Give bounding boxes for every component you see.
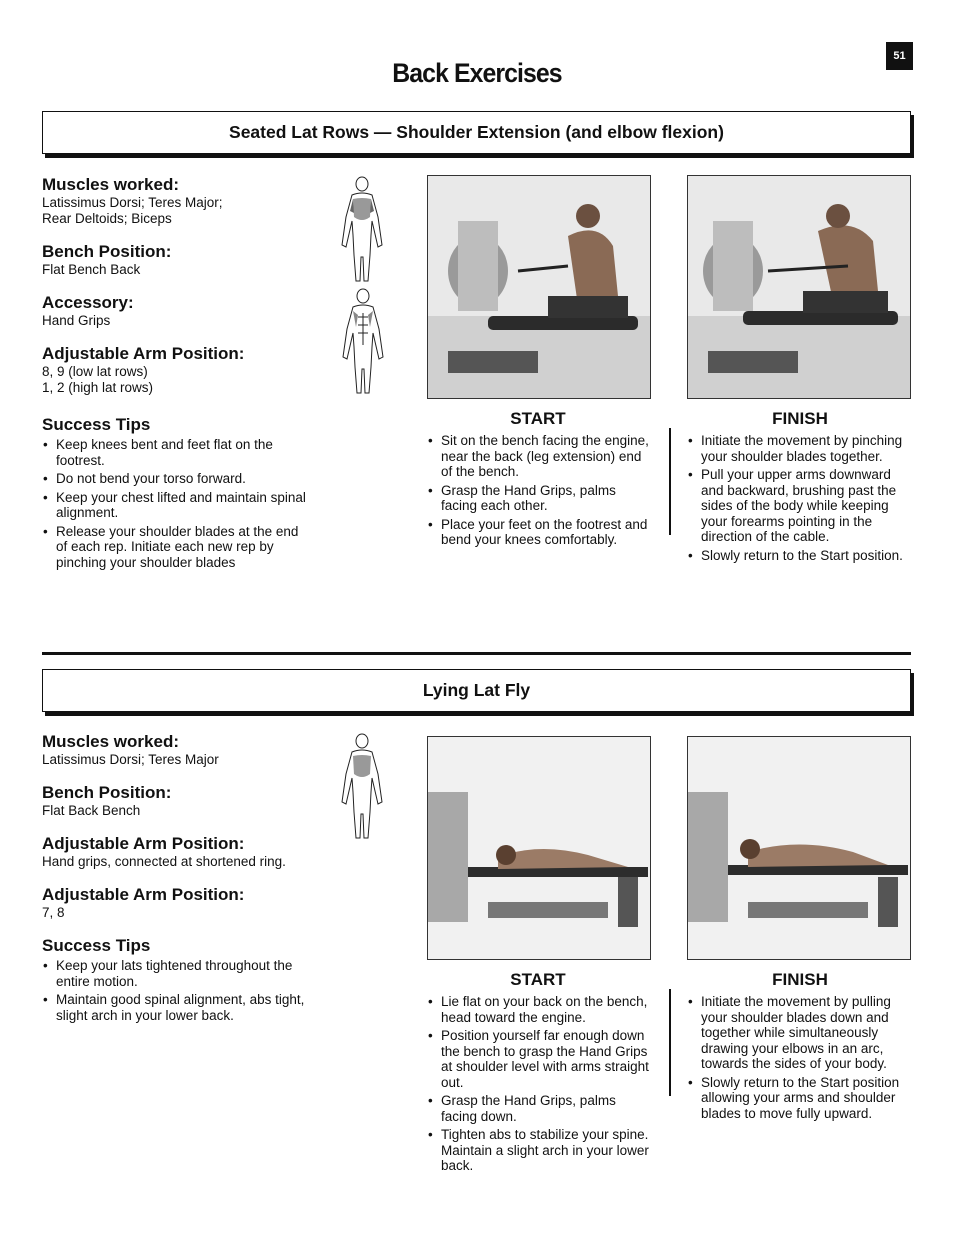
tip-item: • Do not bend your torso forward.	[42, 471, 310, 487]
step-item: • Initiate the movement by pulling your shoulder blades down and together while simultaneously drawing your elbows in an arc, towards the sides of your body.	[687, 994, 913, 1072]
page-title: Back Exercises	[392, 58, 562, 88]
tip-item: • Release your shoulder blades at the end of each rep. Initiate each new rep by pinching your shoulder blades	[42, 524, 310, 571]
step-item: • Slowly return to the Start position allowing your arms and shoulder blades to move fully upward.	[687, 1075, 913, 1122]
tips-heading: Success Tips	[42, 415, 151, 434]
arm-position-line: Hand grips, connected at shortened ring.	[42, 854, 286, 869]
step-item: • Position yourself far enough down the bench to grasp the Hand Grips at shoulder level with arms straight out.	[427, 1028, 653, 1090]
step-item: • Lie flat on your back on the bench, head toward the engine.	[427, 994, 653, 1025]
start-heading: START	[510, 970, 566, 989]
step-item: • Slowly return to the Start position.	[687, 548, 913, 564]
finish-steps	[687, 433, 913, 566]
step-item: • Place your feet on the footrest and bend your knees comfortably.	[427, 517, 653, 548]
step-item: • Grasp the Hand Grips, palms facing each other.	[427, 483, 653, 514]
arm-position-heading: Adjustable Arm Position:	[42, 834, 245, 853]
finish-heading: FINISH	[772, 970, 828, 989]
bench-heading: Bench Position:	[42, 242, 172, 261]
arm-position-heading: Adjustable Arm Position:	[42, 344, 245, 363]
tip-item: • Maintain good spinal alignment, abs tight, slight arch in your lower back.	[42, 992, 310, 1023]
tip-item: • Keep knees bent and feet flat on the footrest.	[42, 437, 310, 468]
step-item: • Pull your upper arms downward and backward, brushing past the sides of the body while keeping your forearms pointing in the direction of the cable.	[687, 467, 913, 545]
arm-position-line: 7, 8	[42, 905, 65, 920]
step-item: • Sit on the bench facing the engine, near the back (leg extension) end of the bench.	[427, 433, 653, 480]
bench-value: Flat Back Bench	[42, 803, 141, 818]
finish-photo	[687, 175, 911, 399]
section-divider	[42, 652, 911, 655]
muscle-diagram-back	[338, 175, 386, 285]
start-photo	[427, 736, 651, 960]
finish-steps	[687, 994, 913, 1124]
exercise-title-box	[42, 669, 911, 712]
muscles-heading: Muscles worked:	[42, 175, 179, 194]
muscles-line: Rear Deltoids; Biceps	[42, 211, 172, 226]
arm-position-heading: Adjustable Arm Position:	[42, 885, 245, 904]
accessory-heading: Accessory:	[42, 293, 134, 312]
start-photo	[427, 175, 651, 399]
column-divider	[669, 428, 671, 535]
tips-heading: Success Tips	[42, 936, 151, 955]
exercise-title-box	[42, 111, 911, 154]
accessory-value: Hand Grips	[42, 313, 111, 328]
tip-item: • Keep your chest lifted and maintain spinal alignment.	[42, 490, 310, 521]
finish-heading: FINISH	[772, 409, 828, 428]
muscle-diagram-front	[338, 287, 388, 397]
exercise-title: Lying Lat Fly	[422, 680, 531, 700]
start-steps	[427, 994, 653, 1177]
bench-heading: Bench Position:	[42, 783, 172, 802]
step-item: • Tighten abs to stabilize your spine. Maintain a slight arch in your lower back.	[427, 1127, 653, 1174]
exercise-info	[42, 175, 332, 573]
exercise-title: Seated Lat Rows — Shoulder Extension (and elbow flexion)	[229, 122, 724, 142]
arm-position-line: 8, 9 (low lat rows)	[42, 364, 148, 379]
start-steps	[427, 433, 653, 551]
step-item: • Initiate the movement by pinching your shoulder blades together.	[687, 433, 913, 464]
finish-photo	[687, 736, 911, 960]
tips-list	[42, 437, 310, 570]
step-item: • Grasp the Hand Grips, palms facing down.	[427, 1093, 653, 1124]
muscle-diagram-back	[338, 732, 386, 842]
tips-list	[42, 958, 310, 1023]
column-divider	[669, 989, 671, 1096]
muscles-heading: Muscles worked:	[42, 732, 179, 751]
muscles-line: Latissimus Dorsi; Teres Major	[42, 752, 219, 767]
start-heading: START	[510, 409, 566, 428]
muscles-line: Latissimus Dorsi; Teres Major;	[42, 195, 223, 210]
page-number: 51	[886, 42, 913, 70]
tip-item: • Keep your lats tightened throughout the entire motion.	[42, 958, 310, 989]
exercise-info	[42, 732, 332, 1026]
arm-position-line: 1, 2 (high lat rows)	[42, 380, 154, 395]
bench-value: Flat Bench Back	[42, 262, 141, 277]
